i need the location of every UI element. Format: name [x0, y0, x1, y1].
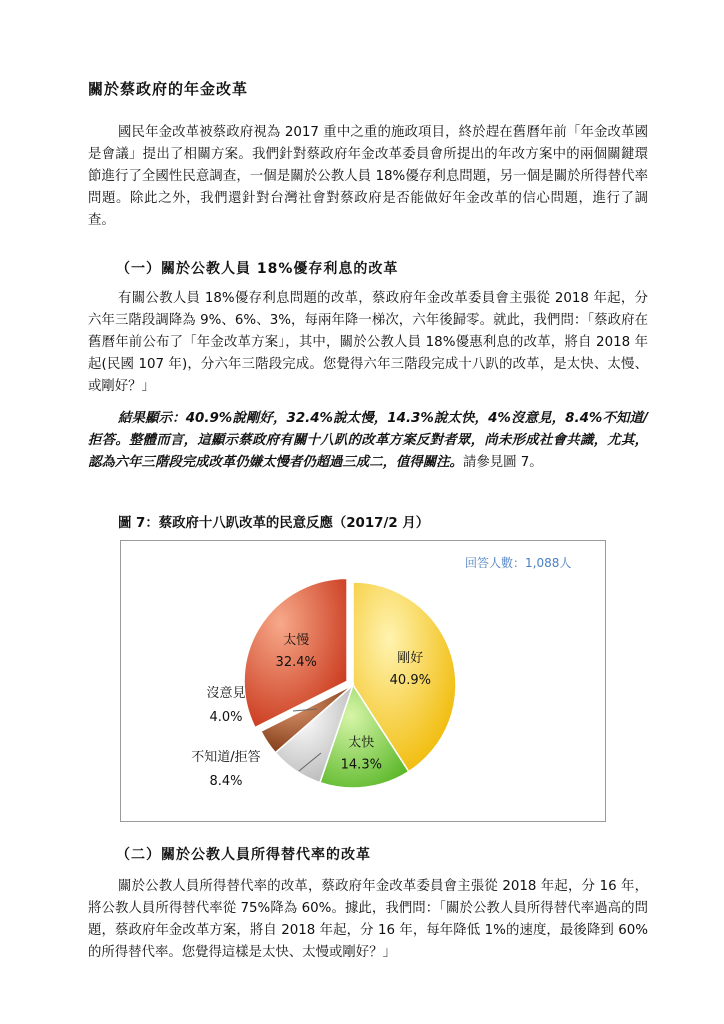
result-figure-ref: 請參見圖 7。 [462, 455, 543, 470]
result-paragraph [88, 408, 648, 474]
intro-paragraph: 國民年金改革被蔡政府視為 2017 重中之重的施政項目，終於趕在舊曆年前「年金改革國是會議」提出了相關方案。我們針對蔡政府年金改革委員會所提出的年改方案中的兩個關鍵環節進行了全國性民意調查，一個是關於公教人員 18%優存利息問題，另一個是關於所得替代率問題。除此之外，我們還針對台灣社會對蔡政府是否能做好年金改革的信心問題，進行了調查。 [88, 125, 648, 228]
result-emphasis: 結果顯示：40.9%說剛好，32.4%說太慢，14.3%說太快，4%沒意見，8.4%不知道/拒答。整體而言，這顯示蔡政府有關十八趴的改革方案反對者眾，尚未形成社會共識，尤其，認為六年三階段完成改革仍嫌太慢者仍超過三成二，值得關注。 [88, 411, 648, 470]
section2-paragraph: 關於公教人員所得替代率的改革，蔡政府年金改革委員會主張從 2018 年起，分 16 年，將公教人員所得替代率從 75%降為 60%。據此，我們問：「關於公教人員所得替代率過高的問題，蔡政府年金改革方案，將自 2018 年起，分 16 年，每年降低 1%的速度，最後降到 60%的所得替代率。您覺得這樣是太快、太慢或剛好？」 [88, 879, 648, 960]
slice-label-too-slow: 太慢 [283, 632, 310, 648]
slice-label-no-opinion: 沒意見 [206, 686, 246, 701]
figure-caption: 圖 7：蔡政府十八趴改革的民意反應（2017/2 月） [118, 516, 430, 531]
pie-chart [121, 541, 605, 821]
slice-value-no-opinion: 4.0% [209, 710, 243, 725]
respondents-annotation: 回答人數：1,088人 [465, 556, 572, 570]
slice-value-just-right: 40.9% [389, 673, 431, 689]
slice-label-too-fast: 太快 [348, 735, 375, 751]
slice-label-just-right: 剛好 [397, 651, 424, 667]
section-heading-2: （二）關於公教人員所得替代率的改革 [116, 847, 371, 863]
slice-value-too-fast: 14.3% [340, 757, 382, 773]
slice-label-dont-know: 不知道/拒答 [191, 750, 261, 765]
slice-value-too-slow: 32.4% [275, 654, 317, 670]
section-heading-1: （一）關於公教人員 18%優存利息的改革 [116, 261, 399, 277]
section1-paragraph: 有關公教人員 18%優存利息問題的改革，蔡政府年金改革委員會主張從 2018 年起，分六年三階段調降為 9%、6%、3%，每兩年降一梯次，六年後歸零。就此，我們問：「蔡政府在舊曆年前公布了「年金改革方案」，其中，關於公教人員 18%優惠利息的改革，將自 2018 年起(民國 107 年)，分六年三階段完成。您覺得六年三階段完成十八趴的改革，是太快、太慢、或剛好？」 [88, 291, 648, 394]
page-title: 關於蔡政府的年金改革 [88, 80, 249, 98]
pie-chart-frame [120, 540, 606, 822]
slice-value-dont-know: 8.4% [209, 774, 243, 789]
